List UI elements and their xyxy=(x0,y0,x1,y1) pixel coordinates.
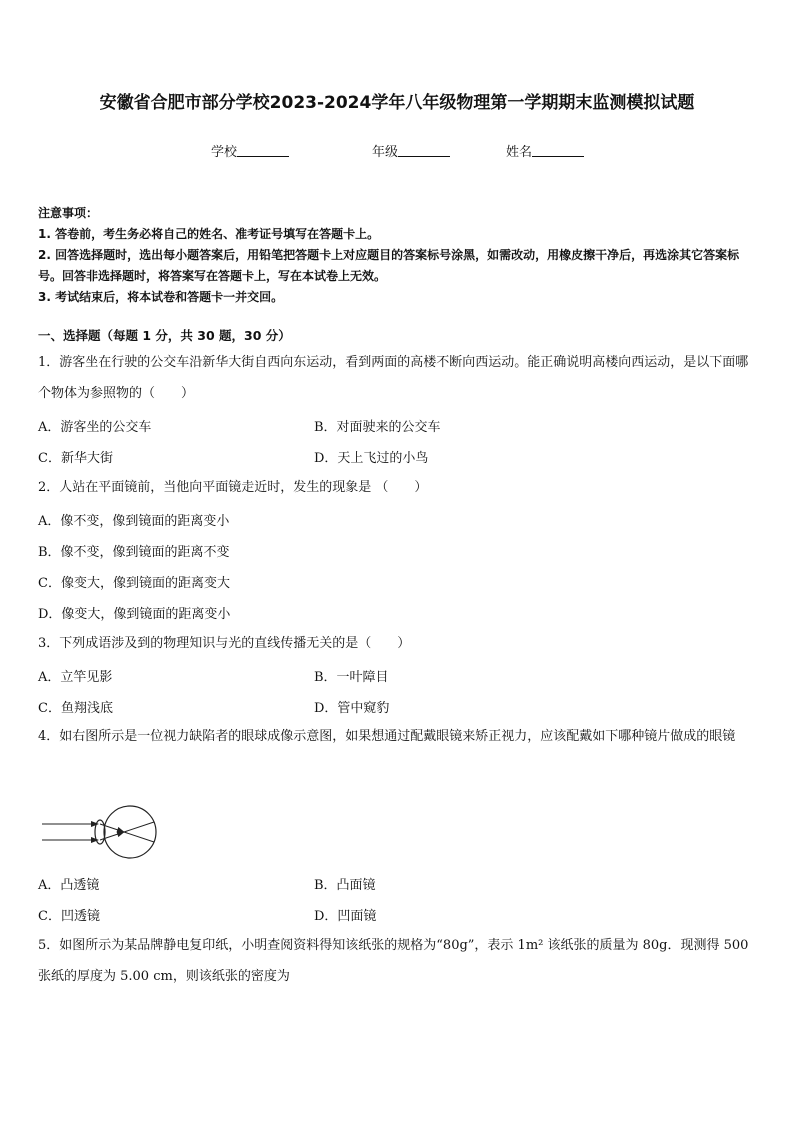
notes-block xyxy=(38,203,758,308)
option-b: B．对面驶来的公交车 xyxy=(314,420,441,435)
option-b: B．凸面镜 xyxy=(314,878,376,893)
eyeball-circle xyxy=(104,806,156,858)
option-a: A．像不变，像到镜面的距离变小 xyxy=(38,514,230,529)
option-d: D．像变大，像到镜面的距离变小 xyxy=(38,607,231,622)
question-text: 5．如图所示为某品牌静电复印纸，小明查阅资料得知该纸张的规格为“80g”，表示 1m² 该纸张的质量为 80g．现测得 500 张纸的厚度为 5.00 cm，则该纸张的密度为 xyxy=(38,938,749,984)
option-d: D．天上飞过的小鸟 xyxy=(314,451,429,466)
grade-blank xyxy=(398,144,450,157)
question-4-stem xyxy=(38,721,758,752)
option-d: D．管中窥豹 xyxy=(314,701,390,716)
note-item: 3. 考试结束后，将本试卷和答题卡一并交回。 xyxy=(38,290,284,304)
option-a: A．游客坐的公交车 xyxy=(38,420,152,435)
option-b: B．一叶障目 xyxy=(314,670,389,685)
note-item: 1. 答卷前，考生务必将自己的姓名、准考证号填写在答题卡上。 xyxy=(38,227,380,241)
name-label: 姓名 xyxy=(506,145,533,160)
option-c: C．像变大，像到镜面的距离变大 xyxy=(38,576,230,591)
eye-diagram xyxy=(40,800,160,866)
question-5-stem xyxy=(38,930,758,992)
section-title: 一、选择题（每题 1 分，共 30 题，30 分） xyxy=(38,328,291,343)
question-3-stem xyxy=(38,628,758,659)
question-1-stem xyxy=(38,347,758,409)
school-label: 学校 xyxy=(211,145,238,160)
option-c: C．凹透镜 xyxy=(38,909,100,924)
question-text: 1．游客坐在行驶的公交车沿新华大街自西向东运动，看到两面的高楼不断向西运动。能正确说明高楼向西运动，是以下面哪个物体为参照物的（ ） xyxy=(38,355,749,401)
note-item: 2. 回答选择题时，选出每小题答案后，用铅笔把答题卡上对应题目的答案标号涂黑，如需改动，用橡皮擦干净后，再选涂其它答案标号。回答非选择题时，将答案写在答题卡上，写在本试卷上无效。 xyxy=(38,248,740,283)
name-field xyxy=(506,141,584,160)
option-c: C．新华大街 xyxy=(38,451,113,466)
notes-heading: 注意事项： xyxy=(38,206,99,220)
option-c: C．鱼翔浅底 xyxy=(38,701,113,716)
option-a: A．凸透镜 xyxy=(38,878,100,893)
light-ray xyxy=(124,832,154,842)
page-title: 安徽省合肥市部分学校2023-2024学年八年级物理第一学期期末监测模拟试题 xyxy=(99,93,695,113)
school-field xyxy=(211,141,289,160)
light-ray xyxy=(124,822,154,832)
school-blank xyxy=(237,144,289,157)
grade-label: 年级 xyxy=(372,145,399,160)
option-b: B．像不变，像到镜面的距离不变 xyxy=(38,545,230,560)
question-text: 2．人站在平面镜前，当他向平面镜走近时，发生的现象是 （ ） xyxy=(38,480,428,495)
option-a: A．立竿见影 xyxy=(38,670,113,685)
question-text: 3．下列成语涉及到的物理知识与光的直线传播无关的是（ ） xyxy=(38,636,411,651)
name-blank xyxy=(532,144,584,157)
question-text: 4．如右图所示是一位视力缺陷者的眼球成像示意图，如果想通过配戴眼镜来矫正视力，应该配戴如下哪种镜片做成的眼镜 xyxy=(38,729,736,744)
grade-field xyxy=(372,141,450,160)
option-d: D．凹面镜 xyxy=(314,909,377,924)
question-2-stem xyxy=(38,472,758,503)
